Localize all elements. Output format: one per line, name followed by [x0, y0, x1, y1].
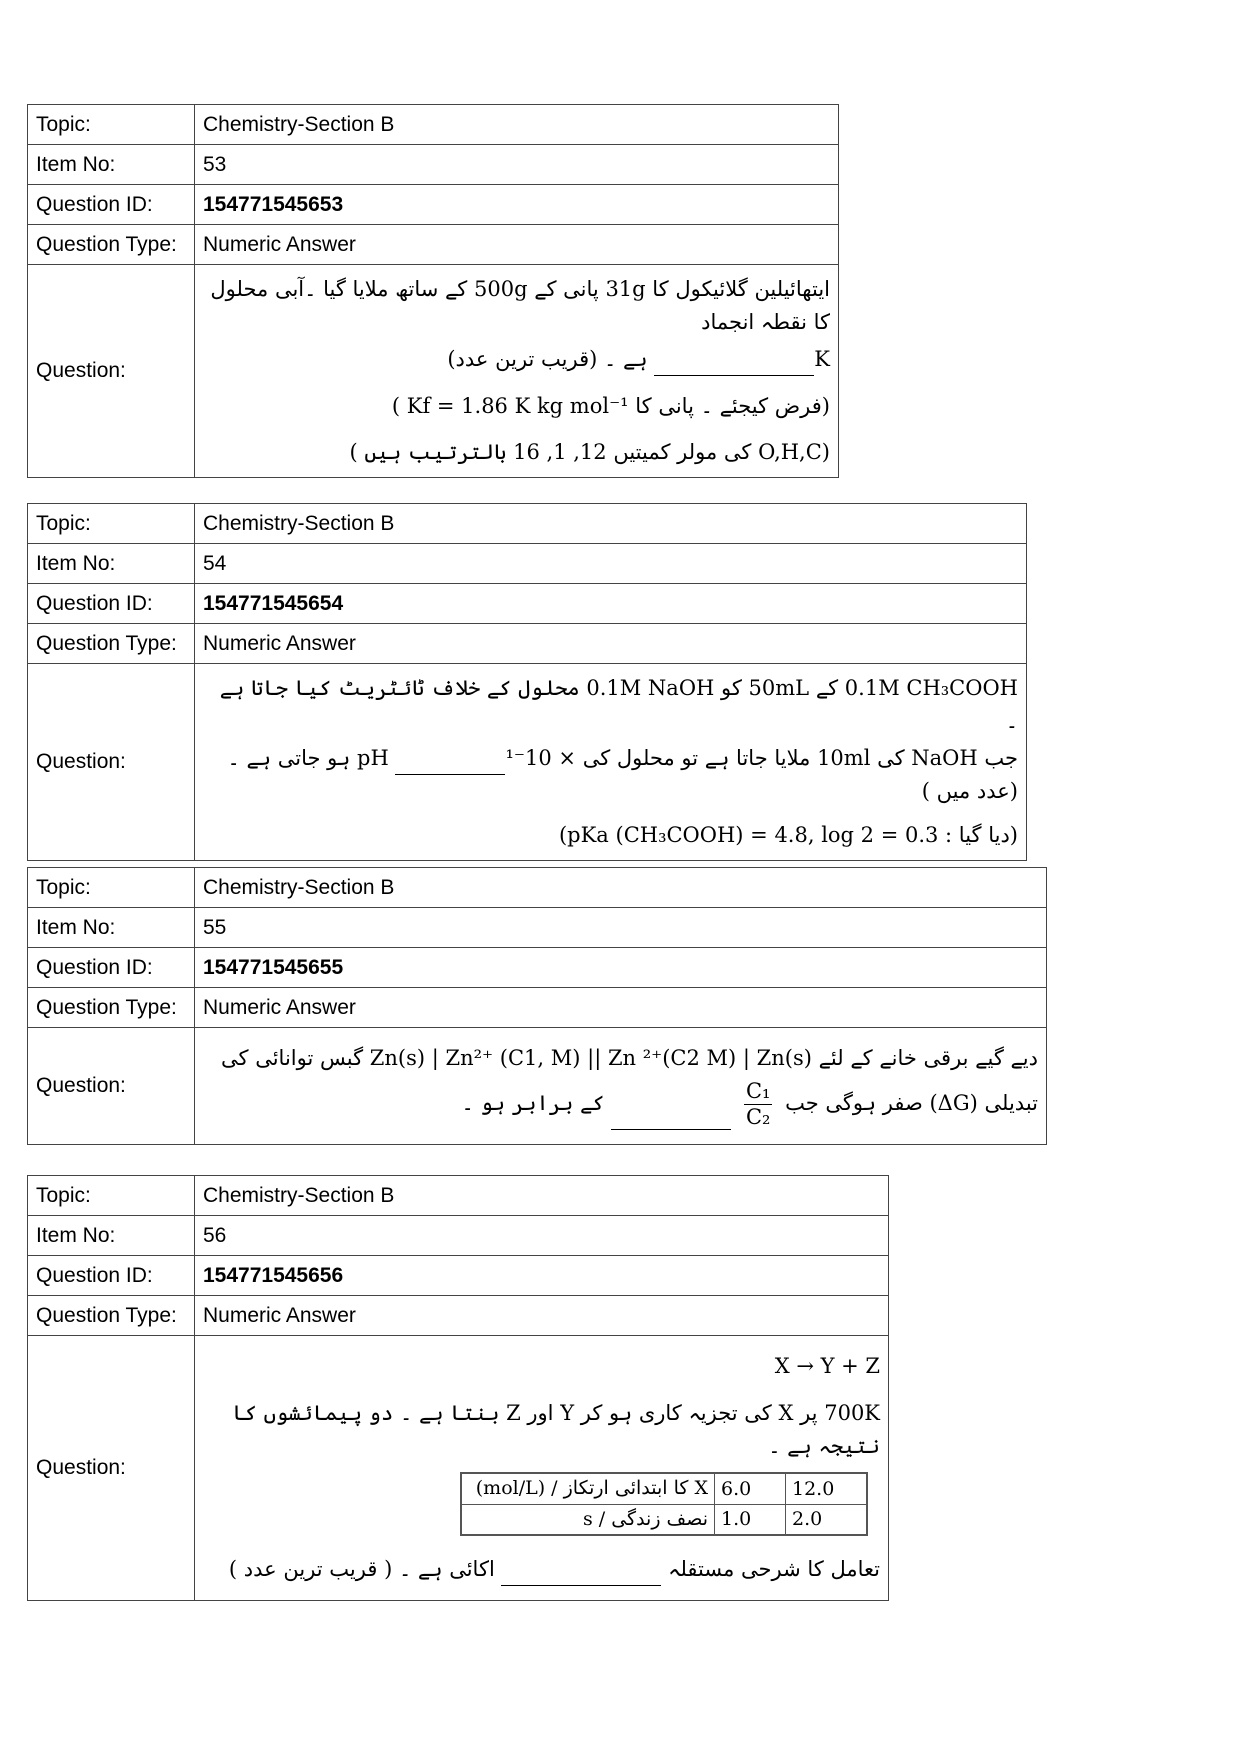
question-id-value: 154771545656	[195, 1256, 889, 1296]
question-type-value: Numeric Answer	[195, 1296, 889, 1336]
item-no-value: 55	[195, 908, 1047, 948]
question-line: ایتھائیلین گلائیکول کا 31g پانی کے 500g کے ساتھ ملایا گیا ۔آبی محلول کا نقطہ انجماد	[210, 277, 830, 334]
question-table-55	[27, 867, 1047, 1145]
fraction-denominator: C₂	[745, 1104, 771, 1129]
topic-value: Chemistry-Section B	[195, 868, 1047, 908]
answer-blank	[654, 342, 814, 376]
table-row	[461, 1504, 867, 1535]
table-row	[28, 145, 839, 185]
table-row	[28, 1336, 889, 1601]
table-cell: نصف زندگی / s	[461, 1504, 715, 1535]
question-body	[195, 1336, 889, 1601]
unit-k: K	[814, 347, 830, 372]
question-text: تبدیلی (ΔG) صفر ہوگی جب	[785, 1090, 1038, 1115]
table-row	[28, 1176, 889, 1216]
table-cell: 12.0	[786, 1473, 868, 1504]
item-no-label: Item No:	[28, 1216, 195, 1256]
table-row	[28, 664, 1027, 861]
table-cell: 6.0	[715, 1473, 786, 1504]
question-table-56	[27, 1175, 889, 1601]
reaction-equation: X → Y + Z	[774, 1354, 880, 1379]
table-row	[28, 1256, 889, 1296]
question-label: Question:	[28, 1028, 195, 1145]
question-line	[203, 1552, 880, 1586]
question-id-label: Question ID:	[28, 948, 195, 988]
topic-label: Topic:	[28, 868, 195, 908]
question-body	[195, 265, 839, 478]
question-label: Question:	[28, 664, 195, 861]
question-type-value: Numeric Answer	[195, 225, 839, 265]
table-row	[28, 948, 1047, 988]
item-no-label: Item No:	[28, 908, 195, 948]
table-row	[28, 1216, 889, 1256]
table-row	[28, 504, 1027, 544]
exponent-text: × 10⁻¹	[505, 746, 576, 771]
topic-value: Chemistry-Section B	[195, 1176, 889, 1216]
answer-blank	[501, 1552, 661, 1586]
fraction-numerator: C₁	[744, 1079, 773, 1105]
question-line: 0.1M CH₃COOH کے 50mL کو 0.1M NaOH محلول کے خلاف ٹائٹریٹ کیا جاتا ہے ۔	[219, 676, 1018, 733]
question-line	[203, 741, 1018, 807]
question-id-label: Question ID:	[28, 1256, 195, 1296]
question-id-value: 154771545654	[195, 584, 1027, 624]
question-id-value: 154771545653	[195, 185, 839, 225]
topic-value: Chemistry-Section B	[195, 105, 839, 145]
question-type-label: Question Type:	[28, 1296, 195, 1336]
question-id-label: Question ID:	[28, 185, 195, 225]
item-no-value: 56	[195, 1216, 889, 1256]
question-line	[203, 1079, 1038, 1130]
table-cell: 1.0	[715, 1504, 786, 1535]
fraction	[744, 1079, 773, 1130]
table-row	[28, 624, 1027, 664]
question-id-value: 154771545655	[195, 948, 1047, 988]
topic-label: Topic:	[28, 504, 195, 544]
data-table	[460, 1472, 868, 1536]
table-row	[28, 105, 839, 145]
item-no-label: Item No:	[28, 145, 195, 185]
topic-label: Topic:	[28, 1176, 195, 1216]
table-row	[28, 185, 839, 225]
question-line: 700K پر X کی تجزیہ کاری ہو کر Y اور Z بنتا ہے ۔ دو پیمائشوں کا نتیجہ ہے ۔	[232, 1401, 880, 1458]
table-row	[28, 1028, 1047, 1145]
question-label: Question:	[28, 1336, 195, 1601]
question-line	[203, 342, 830, 376]
question-type-label: Question Type:	[28, 624, 195, 664]
question-text: ہے ۔ (قریب ترین عدد)	[447, 347, 648, 372]
question-body	[195, 664, 1027, 861]
table-cell: 2.0	[786, 1504, 868, 1535]
table-cell: X کا ابتدائی ارتکاز / (mol/L)	[461, 1473, 715, 1504]
table-row	[28, 265, 839, 478]
question-text: جب NaOH کی 10ml ملایا جاتا ہے تو محلول کی	[582, 746, 1018, 771]
table-row	[28, 584, 1027, 624]
question-type-label: Question Type:	[28, 225, 195, 265]
question-body	[195, 1028, 1047, 1145]
question-table-53	[27, 104, 839, 478]
question-id-label: Question ID:	[28, 584, 195, 624]
question-text: اکائی ہے ۔ ( قریب ترین عدد )	[228, 1556, 495, 1581]
table-row	[28, 225, 839, 265]
item-no-value: 54	[195, 544, 1027, 584]
topic-value: Chemistry-Section B	[195, 504, 1027, 544]
item-no-value: 53	[195, 145, 839, 185]
question-text: تعامل کا شرحی مستقلہ	[668, 1556, 880, 1581]
question-line: (O,H,C کی مولر کمیتیں 12, 1, 16 بالترتیب ہیں )	[349, 440, 830, 465]
question-table-54	[27, 503, 1027, 861]
topic-label: Topic:	[28, 105, 195, 145]
question-line: (دیا گیا : pKa (CH₃COOH) = 4.8, log 2 = 0.3)	[558, 823, 1018, 848]
question-line: (فرض کیجئے ۔ پانی کا Kf = 1.86 K kg mol⁻¹ )	[391, 393, 830, 418]
table-row	[28, 868, 1047, 908]
question-text: کے برابر ہو ۔	[461, 1090, 605, 1115]
question-type-value: Numeric Answer	[195, 624, 1027, 664]
item-no-label: Item No:	[28, 544, 195, 584]
table-row	[28, 908, 1047, 948]
table-row	[28, 988, 1047, 1028]
question-line: دیے گیے برقی خانے کے لئے Zn(s) | Zn²⁺ (C1, M) || Zn ²⁺(C2 M) | Zn(s) گبس توانائی کی	[221, 1046, 1038, 1071]
question-text: pH ہو جاتی ہے ۔ (عدد میں )	[227, 746, 1018, 803]
table-row	[28, 544, 1027, 584]
question-label: Question:	[28, 265, 195, 478]
question-type-label: Question Type:	[28, 988, 195, 1028]
answer-blank	[611, 1096, 731, 1130]
table-row	[28, 1296, 889, 1336]
table-row	[461, 1473, 867, 1504]
question-type-value: Numeric Answer	[195, 988, 1047, 1028]
answer-blank	[395, 741, 505, 775]
